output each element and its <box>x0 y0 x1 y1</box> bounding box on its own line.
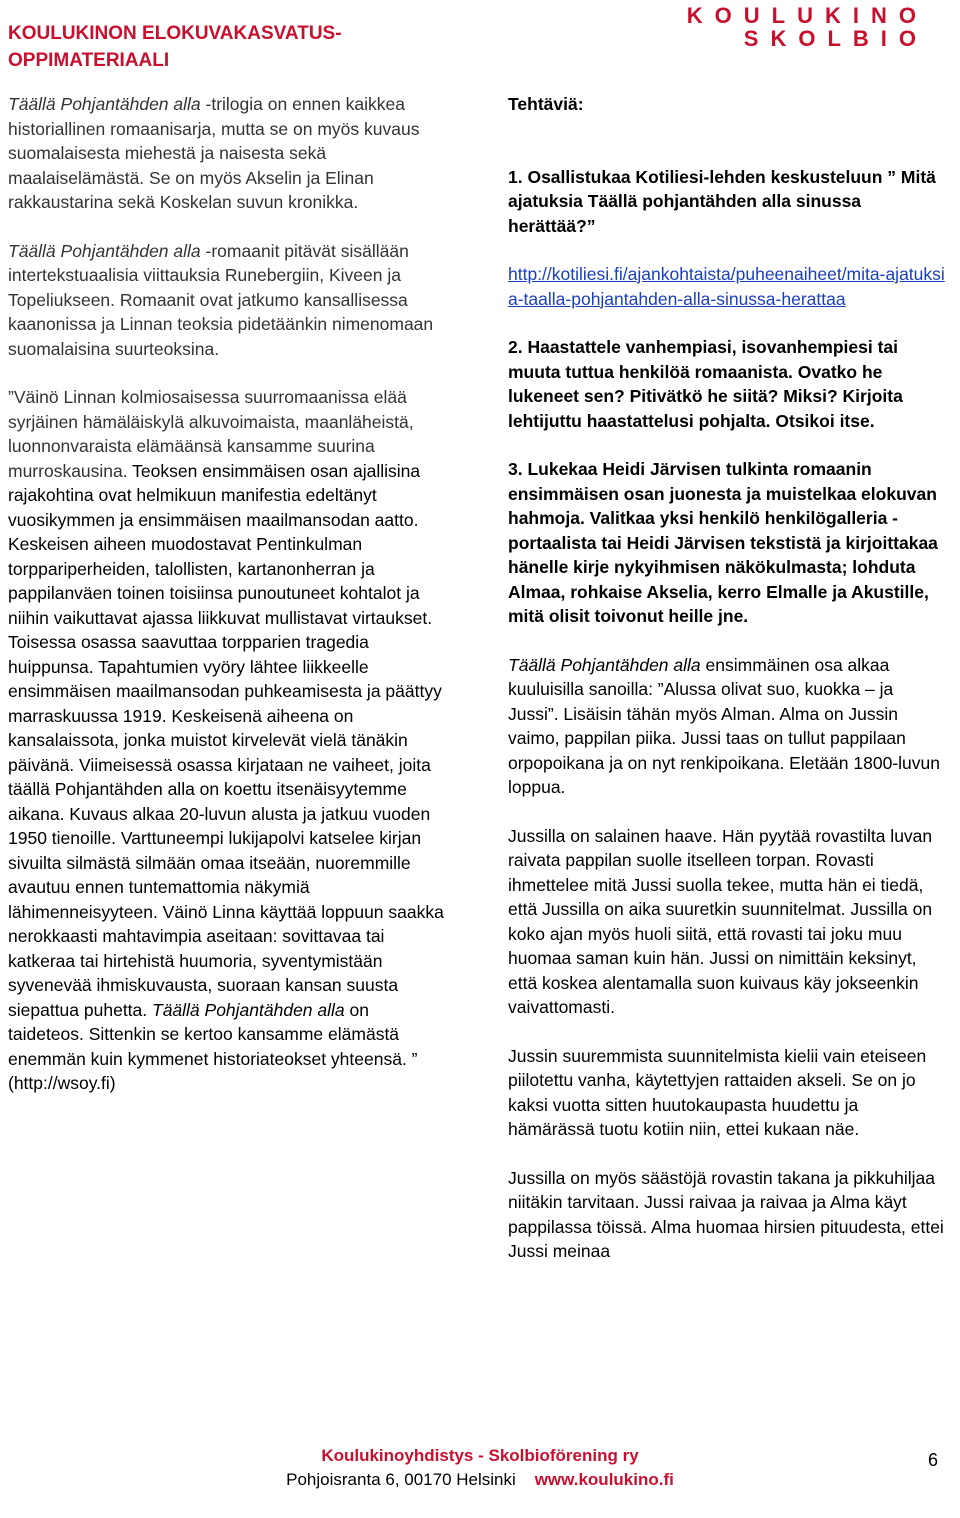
left-column <box>8 92 448 1096</box>
intro-paragraph: Täällä Pohjantähden alla -trilogia on ennen kaikkea historiallinen romaanisarja, mutta se on myös kuvaus suomalaisesta miehestä ja naisesta sekä maalaiselämästä. Se on myös Akselin ja Elinan rakkaustarina sekä Koskelan suvun kronikka. <box>8 94 420 212</box>
tasks-heading: Tehtäviä: <box>508 94 584 114</box>
story-paragraph-1: Täällä Pohjantähden alla ensimmäinen osa alkaa kuuluisilla sanoilla: ”Alussa olivat suo, kuokka – ja Jussi”. Lisäisin tähän myös Alman. Alma on Jussin vaimo, pappilan piika. Jussi taas on tullut pappilaan orpopoikana ja on nyt renkipoikana. Eletään 1800-luvun loppua. <box>508 654 940 797</box>
logo-line-1: KOULUKINO <box>686 3 928 28</box>
quote-source: (http://wsoy.fi) <box>8 1073 116 1093</box>
task-2: 2. Haastattele vanhempiasi, isovanhempiesi tai muuta tuttua henkilöä romaanista. Ovatko he lukeneet sen? Pitivätkö he siitä? Miksi? Kirjoita lehtijuttu haastattelusi pohjalta. Otsikoi itse. <box>508 337 903 431</box>
story-paragraph-4: Jussilla on myös säästöjä rovastin takana ja pikkuhiljaa niitäkin tarvitaan. Jussi raivaa ja raivaa ja Alma käyt pappilassa töissä. Alma huomaa hirsien pituudesta, ettei Jussi meinaa <box>508 1167 944 1261</box>
logo-line-2: SKOLBIO <box>743 26 928 51</box>
page-number: 6 <box>927 1450 938 1470</box>
story-paragraph-3: Jussin suuremmista suunnitelmista kielii vain eteiseen piilotettu vanha, käytettyjen rattaiden akseli. Se on jo kaksi vuotta sitten huutokaupasta huudettu ja hämärässä tuotu kotiin niin, ettei kukaan näe. <box>508 1045 927 1139</box>
quote-paragraph: ”Väinö Linnan kolmiosaisessa suurromaanissa elää syrjäinen hämäläiskylä alkuvoimaista, maanläheistä, luonnonvaraista elämäänsä kansamme suurina murroskausina. Teoksen ensimmäisen osan ajallisina rajakohtina ovat helmikuun manifestia edeltänyt vuosikymmen ja ensimmäisen maailmansodan aatto. Keskeisen aiheen muodostavat Pentinkulman torppariperheiden, talollisten, kartanonherran ja pappilanväen toinen toisiinsa punoutuneet kohtalot ja niihin vaikuttavat ajassa liikkuvat mullistavat virtaukset. Toisessa osassa saavuttaa torpparien tragedia huippunsa. Tapahtumien vyöry lähtee liikkeelle ensimmäisen maailmansodan puhkeamisesta ja päättyy marraskuussa 1919. Keskeisenä aiheena on kansalaissota, jonka muistot kirvelevät vielä tänäkin päivänä. Viimeisessä osassa kirjataan ne vaiheet, joita täällä Pohjantähden alla on koettu itsenäisyytemme aikana. Kuvaus alkaa 20-luvun alusta ja jatkuu vuoden 1950 tienoille. Varttuneempi lukijapolvi katselee kirjan sivuilta silmästä silmään omaa itseään, nuoremmille avautuu ennen tuntemattomia näkymiä lähimenneisyyteen. Väinö Linna käyttää loppuun saakka nerokkaasti mahtavimpia aseitaan: sovittavaa tai katkeraa tai hirtehistä huumoria, syventymistään syvenevää ihmiskuvausta, suoraan kansan suusta siepattua puhetta. Täällä Pohjantähden alla on taideteos. Sittenkin se kertoo kansamme elämästä enemmän kuin kymmenet historiateokset yhteensä. ” <box>8 387 444 1069</box>
task-1: 1. Osallistukaa Kotiliesi-lehden keskusteluun ” Mitä ajatuksia Täällä pohjantähden alla sinussa herättää?” <box>508 166 936 236</box>
intertext-paragraph: Täällä Pohjantähden alla -romaanit pitävät sisällään intertekstuaalisia viittauksia Runebergiin, Kiveen ja Topeliukseen. Romaanit ovat jatkumo kansallisessa kaanonissa ja Linnan teoksia pidetäänkin nimenomaan suomalaisina suurteoksina. <box>8 240 434 359</box>
story-paragraph-2: Jussilla on salainen haave. Hän pyytää rovastilta luvan raivata pappilan suolle itselleen torpan. Rovasti ihmettelee mitä Jussi suolla tekee, mutta hän ei tiedä, että Jussilla on aika suuretkin suunnitelmat. Jussilla on koko ajan myös huoli siitä, että rovasti tai joku muu huomaa saman kuin hän. Jussi on nimittäin keksinyt, että koskea alentamalla suon kuivaus käy jokseenkin vaivattomasti. <box>508 825 933 1017</box>
document-header-title: KOULUKINON ELOKUVAKASVATUS-OPPIMATERIAALI <box>8 23 342 71</box>
kotiliesi-link[interactable]: http://kotiliesi.fi/ajankohtaista/puheenaiheet/mita-ajatuksia-taalla-pohjantahden-alla-sinussa-herattaa <box>508 264 945 309</box>
footer-website-link[interactable]: www.koulukino.fi <box>534 1470 674 1489</box>
footer-address: Pohjoisranta 6, 00170 Helsinki <box>286 1470 516 1489</box>
footer-address-line <box>0 1468 960 1492</box>
right-column <box>508 92 948 1264</box>
koulukino-logo <box>687 4 928 50</box>
footer-organization: Koulukinoyhdistys - Skolbioförening ry <box>321 1446 639 1465</box>
task-3: 3. Lukekaa Heidi Järvisen tulkinta romaanin ensimmäisen osan juonesta ja muistelkaa elokuvan hahmoja. Valitkaa yksi henkilö henkilögalleria -portaalista tai Heidi Järvisen tekstistä ja kirjoittakaa hänelle kirje nykyihmisen näkökulmasta; lohduta Almaa, rohkaise Akselia, kerro Elmalle ja Akustille, mitä olisit toivonut heille jne. <box>508 459 938 626</box>
